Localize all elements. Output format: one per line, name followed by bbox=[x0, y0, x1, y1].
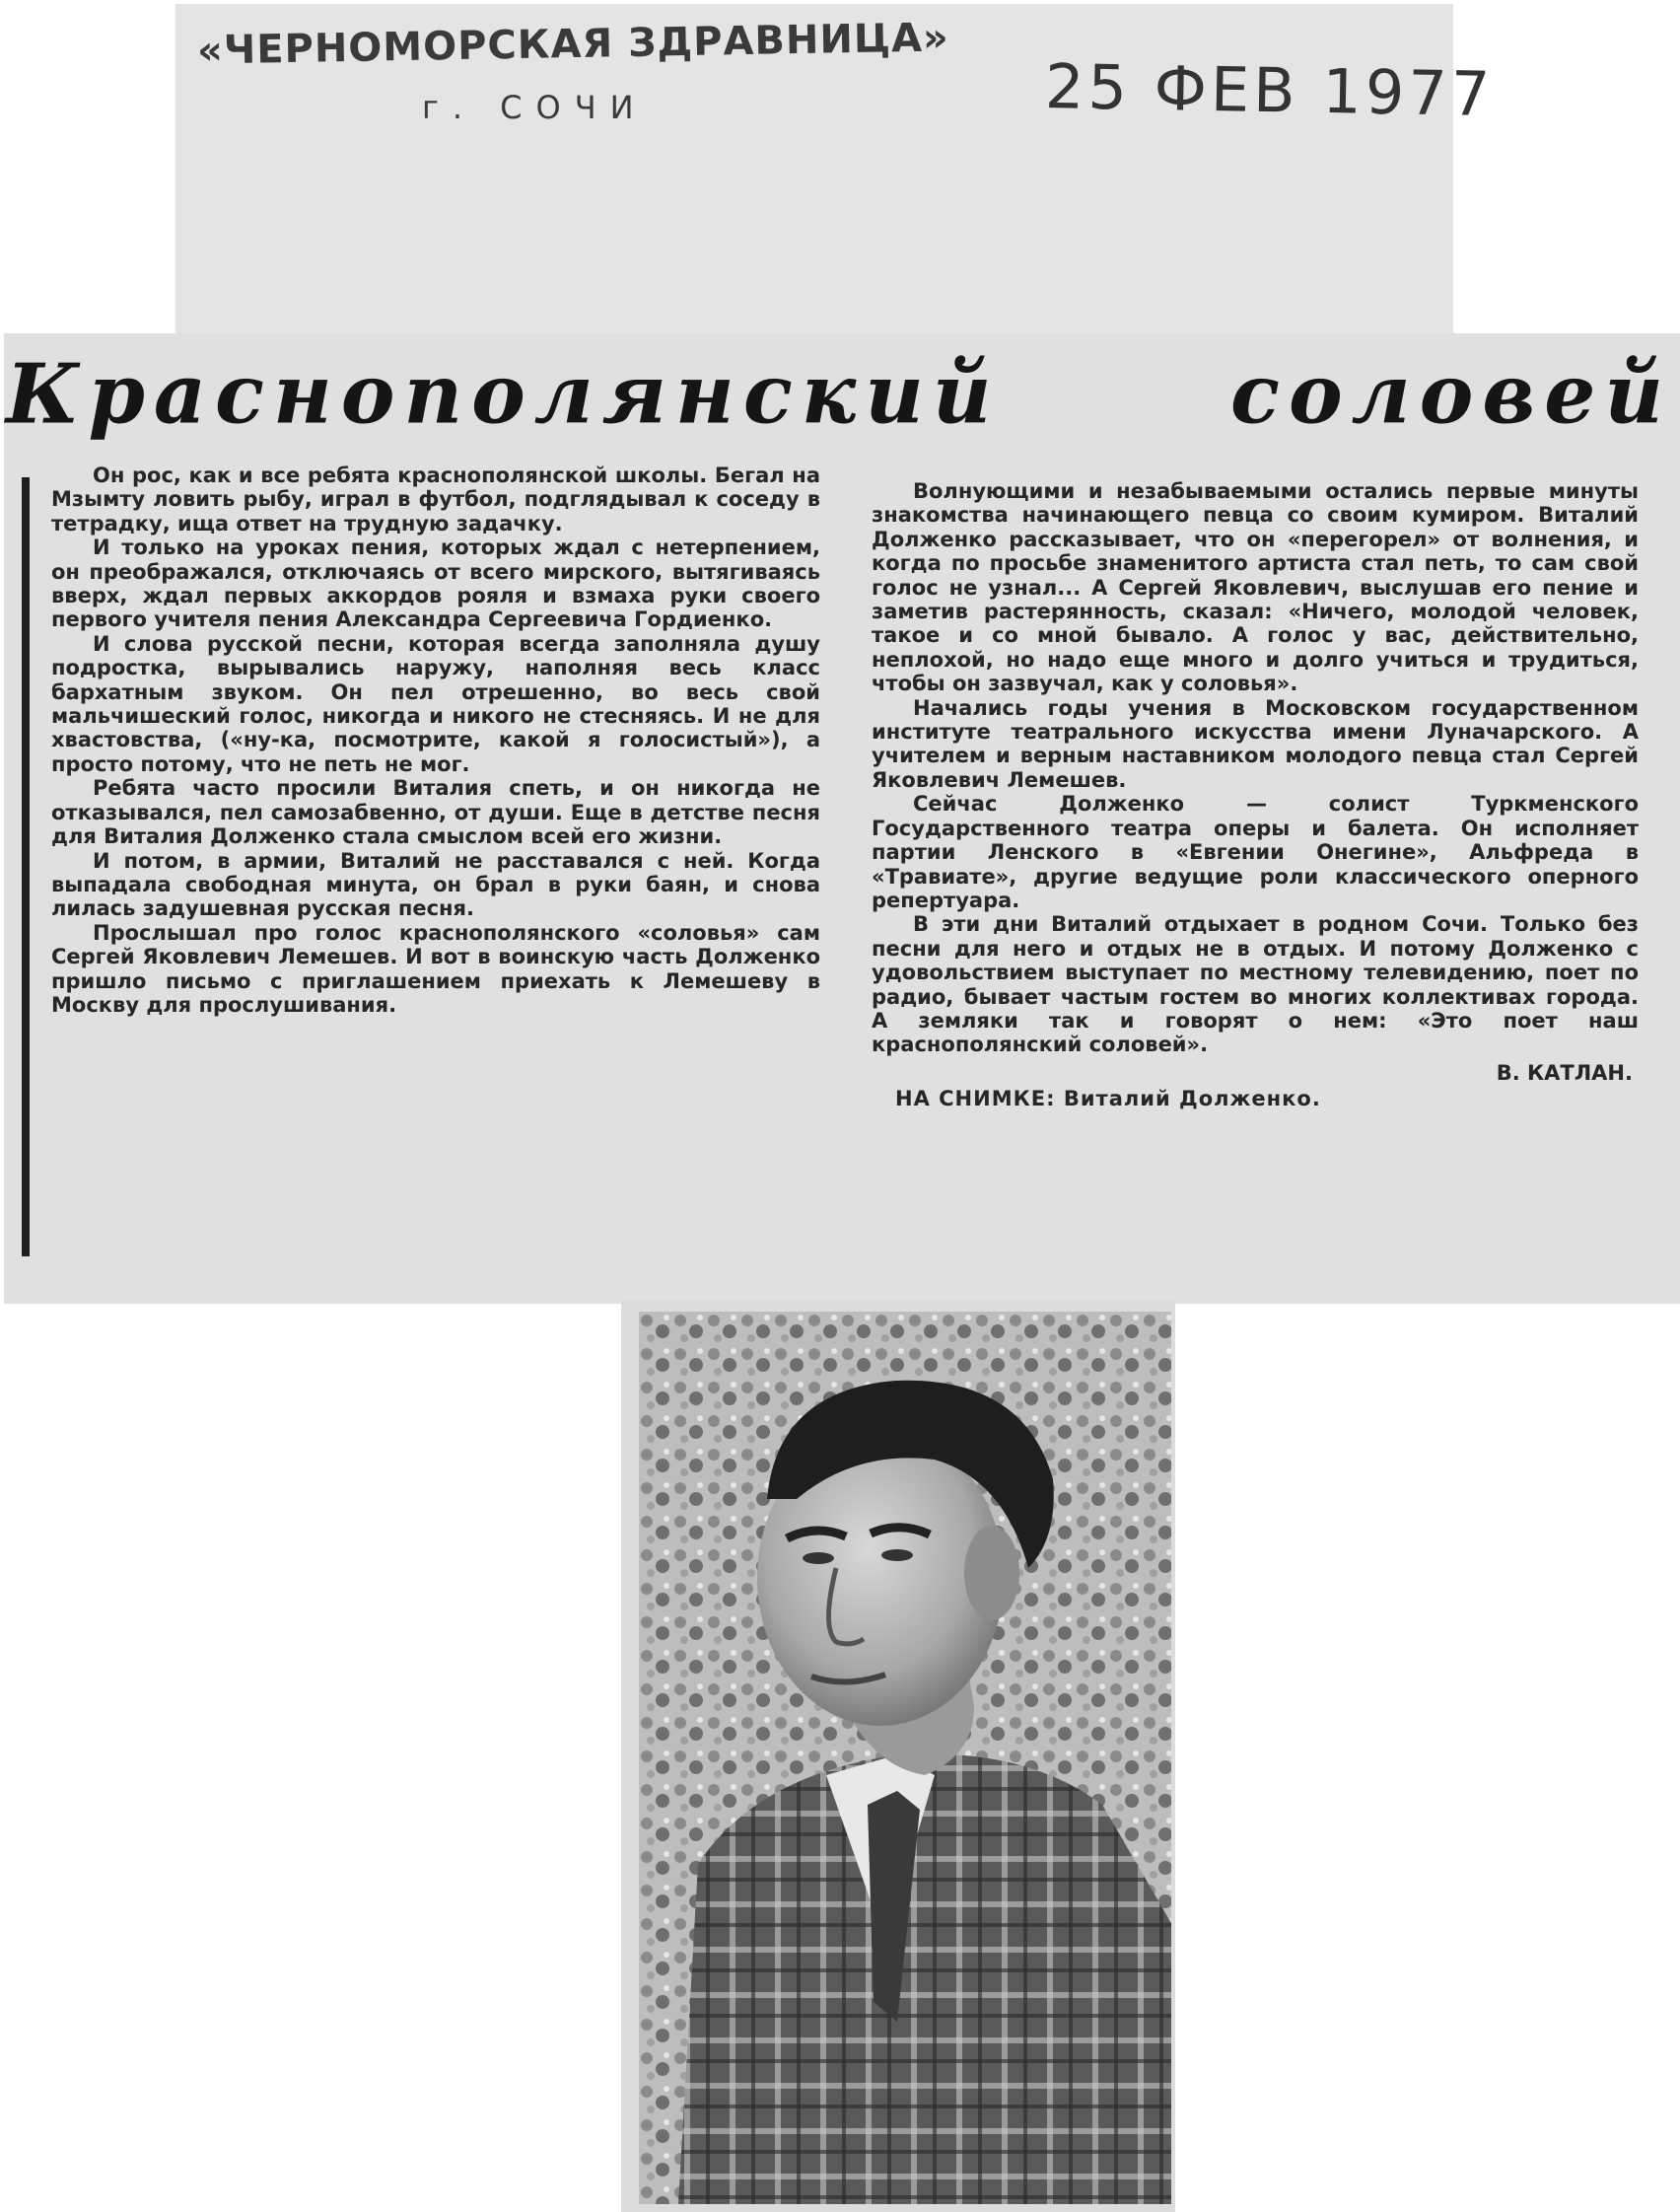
paragraph: И слова русской песни, которая всегда заполняла душу подростка, вырывались наружу, наполняя весь класс бархатным звуком. Он пел отрешенно, во весь свой мальчишеский голос, никогда и никого не стесняясь. И не для хвастовства, («ну-ка, посмотрите, какой я голосистый»), а просто потому, что не петь не мог. bbox=[51, 631, 820, 776]
paragraph: Начались годы учения в Московском государственном институте театрального искусства имени Луначарского. А учителем и верным наставником молодого певца стал Сергей Яковлевич Лемешев. bbox=[872, 695, 1639, 792]
paragraph: Прослышал про голос краснополянского «соловья» сам Сергей Яковлевич Лемешев. И вот в воинскую часть Долженко пришло письмо с приглашением приехать к Лемешеву в Москву для прослушивания. bbox=[51, 920, 820, 1017]
paragraph: И потом, в армии, Виталий не расставался с ней. Когда выпадала свободная минута, он брал в руки баян, и снова лилась задушевная русская песня. bbox=[51, 848, 820, 921]
article-headline bbox=[6, 346, 1672, 443]
left-column-rule bbox=[22, 477, 30, 1256]
headline-word-2: соловей bbox=[1230, 346, 1672, 443]
newspaper-city: г. СОЧИ bbox=[422, 89, 648, 126]
article-right-column bbox=[872, 479, 1639, 1111]
paragraph: В эти дни Виталий отдыхает в родном Сочи. Только без песни для него и отдых не в отдых. И потому Долженко с удовольствием выступает по местному телевидению, поет по радио, бывает частым гостем во многих коллективах города. А земляки так и говорят о нем: «Это поет наш краснополянский соловей». bbox=[872, 912, 1639, 1057]
paragraph: Ребята часто просили Виталия спеть, и он никогда не отказывался, пел самозабвенно, от души. Еще в детстве песня для Виталия Долженко стала смыслом всей его жизни. bbox=[51, 776, 820, 849]
portrait-image bbox=[639, 1312, 1171, 2204]
paragraph: Сейчас Долженко — солист Туркменского Государственного театра оперы и балета. Он исполняет партии Ленского в «Евгении Онегине», Альфреда в «Травиате», другие ведущие роли классического оперного репертуара. bbox=[872, 792, 1639, 912]
portrait-photo bbox=[639, 1312, 1171, 2204]
date-stamp: 25 ФЕВ 1977 bbox=[1044, 50, 1495, 130]
headline-word-1: Краснополянский bbox=[6, 346, 1001, 443]
article-left-column bbox=[51, 464, 820, 1017]
paragraph: Он рос, как и все ребята краснополянской школы. Бегал на Мзымту ловить рыбу, играл в футбол, подглядывал к соседу в тетрадку, ища ответ на трудную задачку. bbox=[51, 464, 820, 535]
paragraph: Волнующими и незабываемыми остались первые минуты знакомства начинающего певца со своим кумиром. Виталий Долженко рассказывает, что он «перегорел» от волнения, и когда по просьбе знаменитого артиста стал петь, то сам свой голос не узнал... А Сергей Яковлевич, выслушав его пение и заметив растерянность, сказал: «Ничего, молодой человек, такое и со мной бывало. А голос у вас, действительно, неплохой, но надо еще много и долго учиться и трудиться, чтобы он зазвучал, как у соловья». bbox=[872, 479, 1639, 696]
photo-caption: НА СНИМКЕ: Виталий Долженко. bbox=[895, 1087, 1321, 1111]
newspaper-name: «ЧЕРНОМОРСКАЯ ЗДРАВНИЦА» bbox=[196, 15, 950, 74]
author-signature: В. КАТЛАН. bbox=[1496, 1060, 1633, 1085]
paragraph: И только на уроках пения, которых ждал с нетерпением, он преображался, отключаясь от всего мирского, вытягиваясь вверх, ждал первых аккордов рояля и взмаха руки своего первого учителя пения Александра Сергеевича Гордиенко. bbox=[51, 535, 820, 632]
